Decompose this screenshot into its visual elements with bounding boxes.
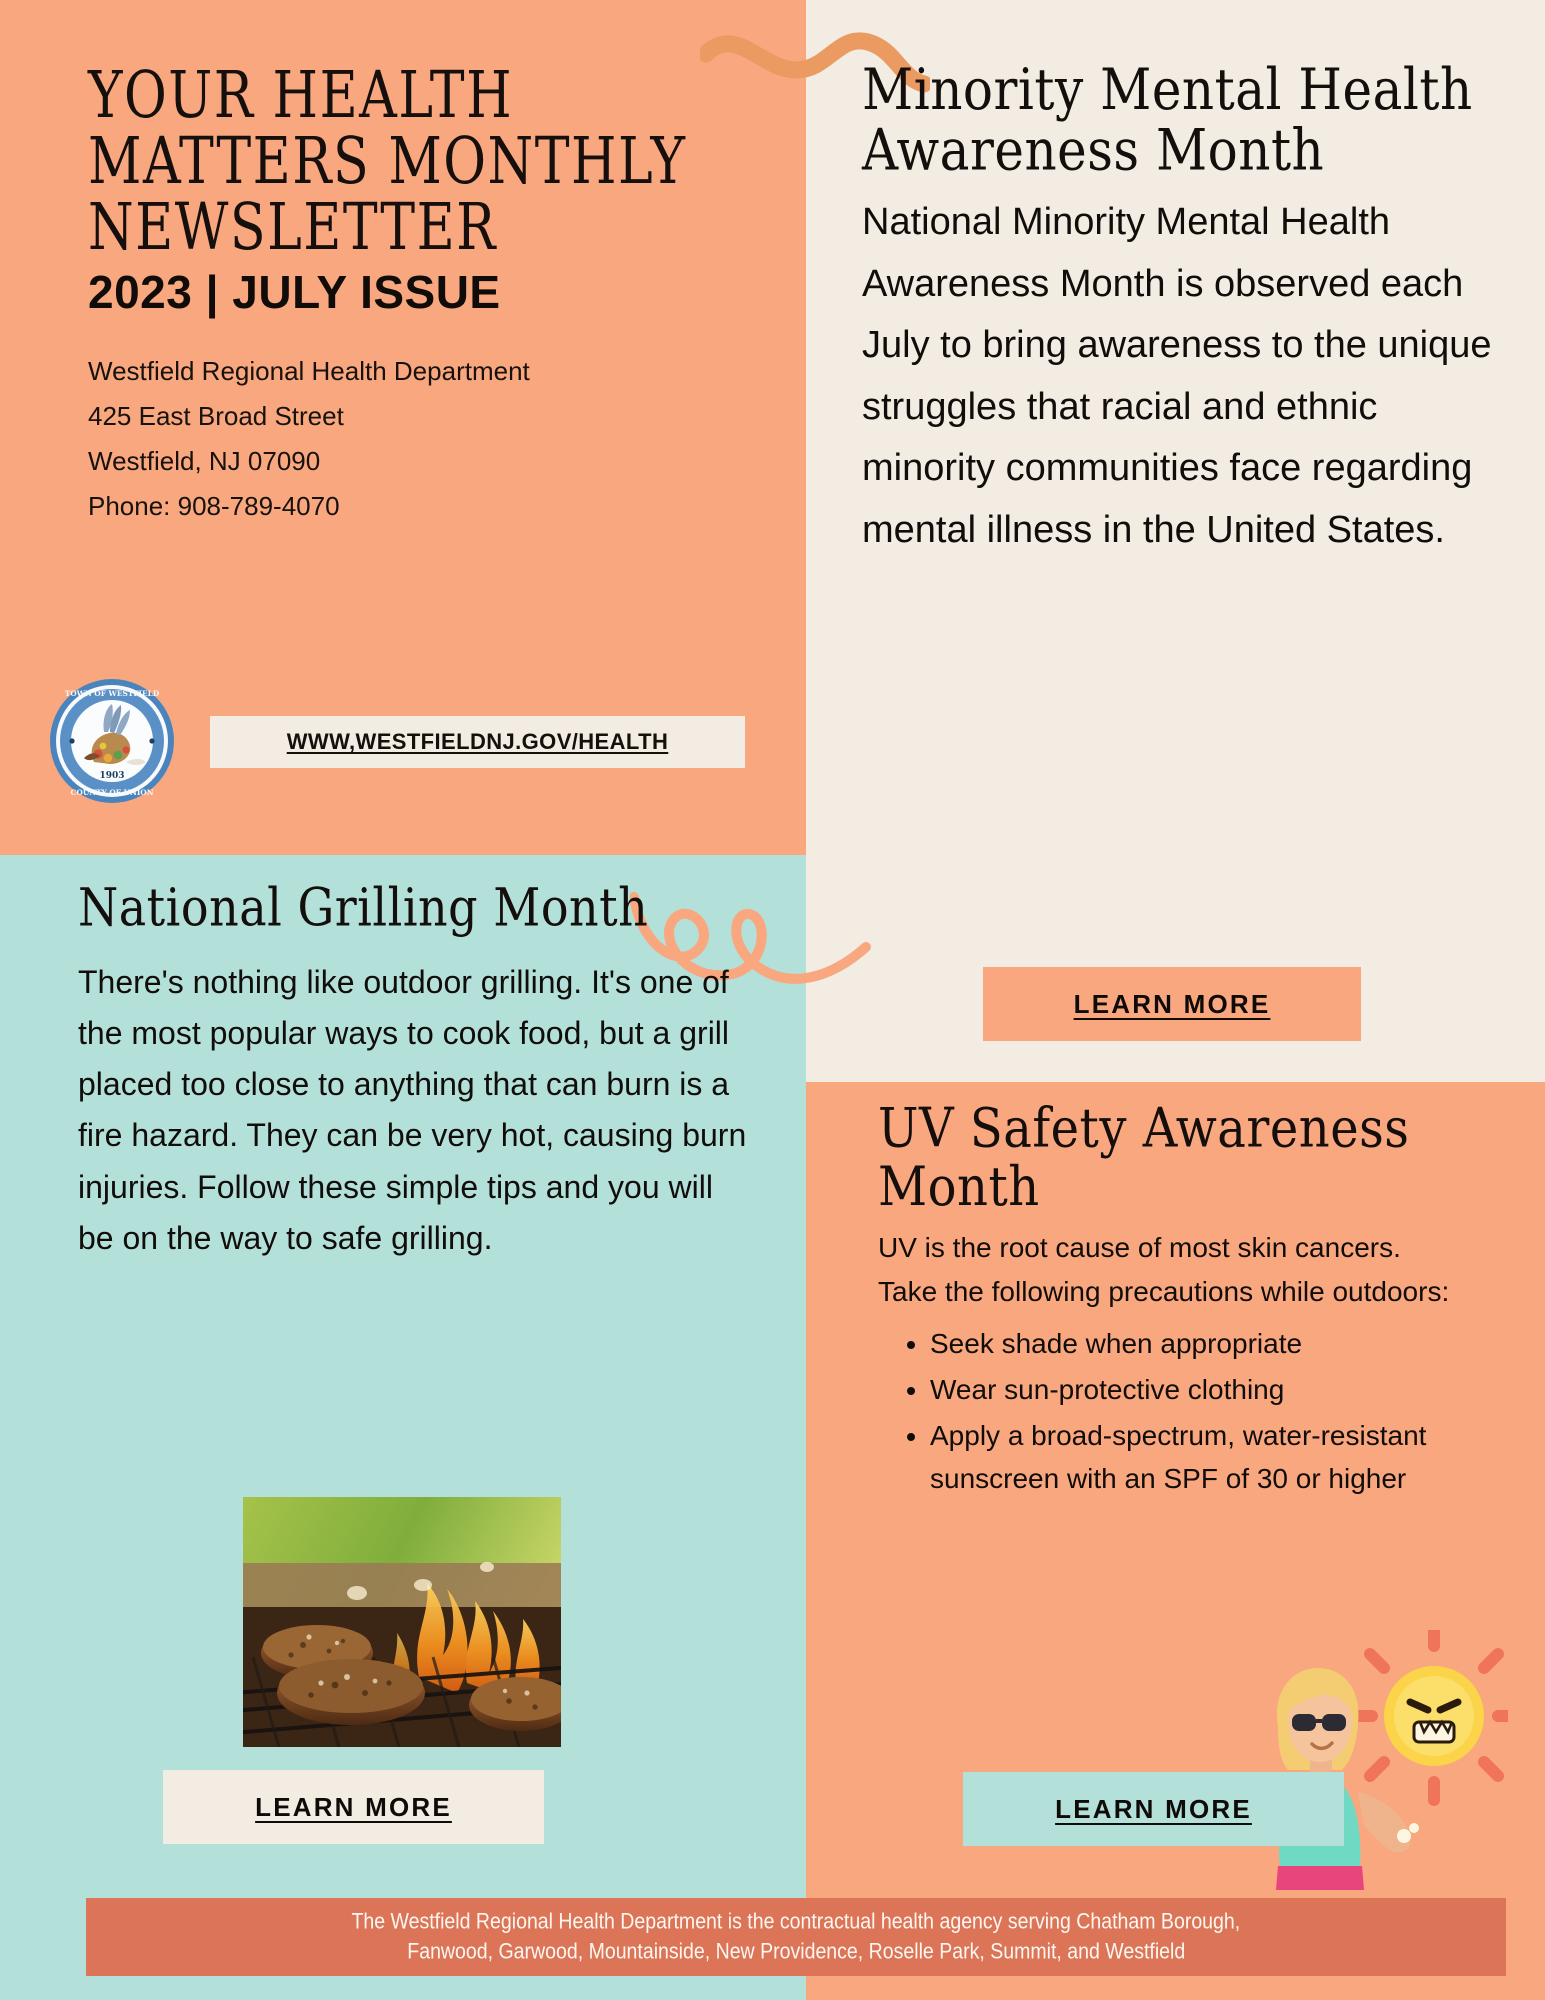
grilling-learn-more-label: LEARN MORE [255, 1791, 452, 1822]
mmh-learn-more-button[interactable] [983, 967, 1361, 1041]
uv-learn-more-button[interactable] [963, 1772, 1344, 1846]
section-minority-mental-health [862, 56, 1502, 561]
section-national-grilling-month [78, 876, 778, 1264]
grill-image-illustration [243, 1497, 561, 1747]
uv-heading: UV Safety Awareness Month [878, 1096, 1410, 1219]
sunscreen-illustration-icon [1258, 1630, 1508, 1890]
uv-body-text: UV is the root cause of most skin cancers. Take the following precautions while outdoors: [878, 1231, 1450, 1307]
address-block [88, 349, 748, 528]
town-of-westfield-seal-icon [48, 678, 176, 804]
list-item: • Seek shade when appropriate [930, 1322, 1518, 1366]
footer-bar [86, 1898, 1506, 1976]
mmh-heading: Minority Mental Health Awareness Month [862, 56, 1473, 184]
seal-year: 1903 [99, 771, 125, 781]
grilling-learn-more-button[interactable] [163, 1770, 544, 1844]
street-address: 425 East Broad Street [88, 401, 344, 432]
grilling-body-text: There's nothing like outdoor grilling. It's one of the most popular ways to cook food, but a grill placed too close to anything that can burn is a fire hazard. They can be very hot, causing burn injuries. Follow these simple tips and you will be on the way to safe grilling. [78, 963, 747, 1256]
footer-line-1: The Westfield Regional Health Department is the contractual health agency serving Chatham Borough, [351, 1909, 1241, 1934]
uv-precautions-list [878, 1322, 1518, 1501]
grilling-heading: National Grilling Month [78, 876, 649, 939]
uv-learn-more-label: LEARN MORE [1055, 1793, 1252, 1824]
page-title: YOUR HEALTH MATTERS MONTHLY NEWSLETTER [88, 56, 687, 266]
mmh-learn-more-label: LEARN MORE [1073, 988, 1271, 1019]
list-item: • Wear sun-protective clothing [930, 1368, 1518, 1412]
footer-line-2: Fanwood, Garwood, Mountainside, New Providence, Roselle Park, Summit, and Westfield [407, 1939, 1185, 1964]
issue-line: 2023 | JULY ISSUE [88, 266, 501, 319]
city-state-zip: Westfield, NJ 07090 [88, 445, 321, 476]
seal-text-top: TOWN OF WESTFIELD [64, 689, 160, 698]
seal-text-bottom: COUNTY OF UNION [70, 788, 154, 797]
section-uv-safety-awareness [878, 1096, 1518, 1503]
phone-number: Phone: 908-789-4070 [88, 490, 340, 521]
masthead [88, 56, 748, 528]
website-link-button[interactable] [210, 716, 745, 768]
list-item: • Apply a broad-spectrum, water-resistant sunscreen with an SPF of 30 or higher [930, 1414, 1518, 1501]
org-name: Westfield Regional Health Department [88, 356, 530, 387]
mmh-body-text: National Minority Mental Health Awareness Month is observed each July to bring awareness to the unique struggles that racial and ethnic minority communities face regarding mental illness in the United States. [862, 201, 1492, 551]
angry-sun-icon [1356, 1630, 1508, 1800]
website-link-label: WWW,WESTFIELDNJ.GOV/HEALTH [286, 729, 669, 754]
grilling-photo [243, 1497, 561, 1747]
